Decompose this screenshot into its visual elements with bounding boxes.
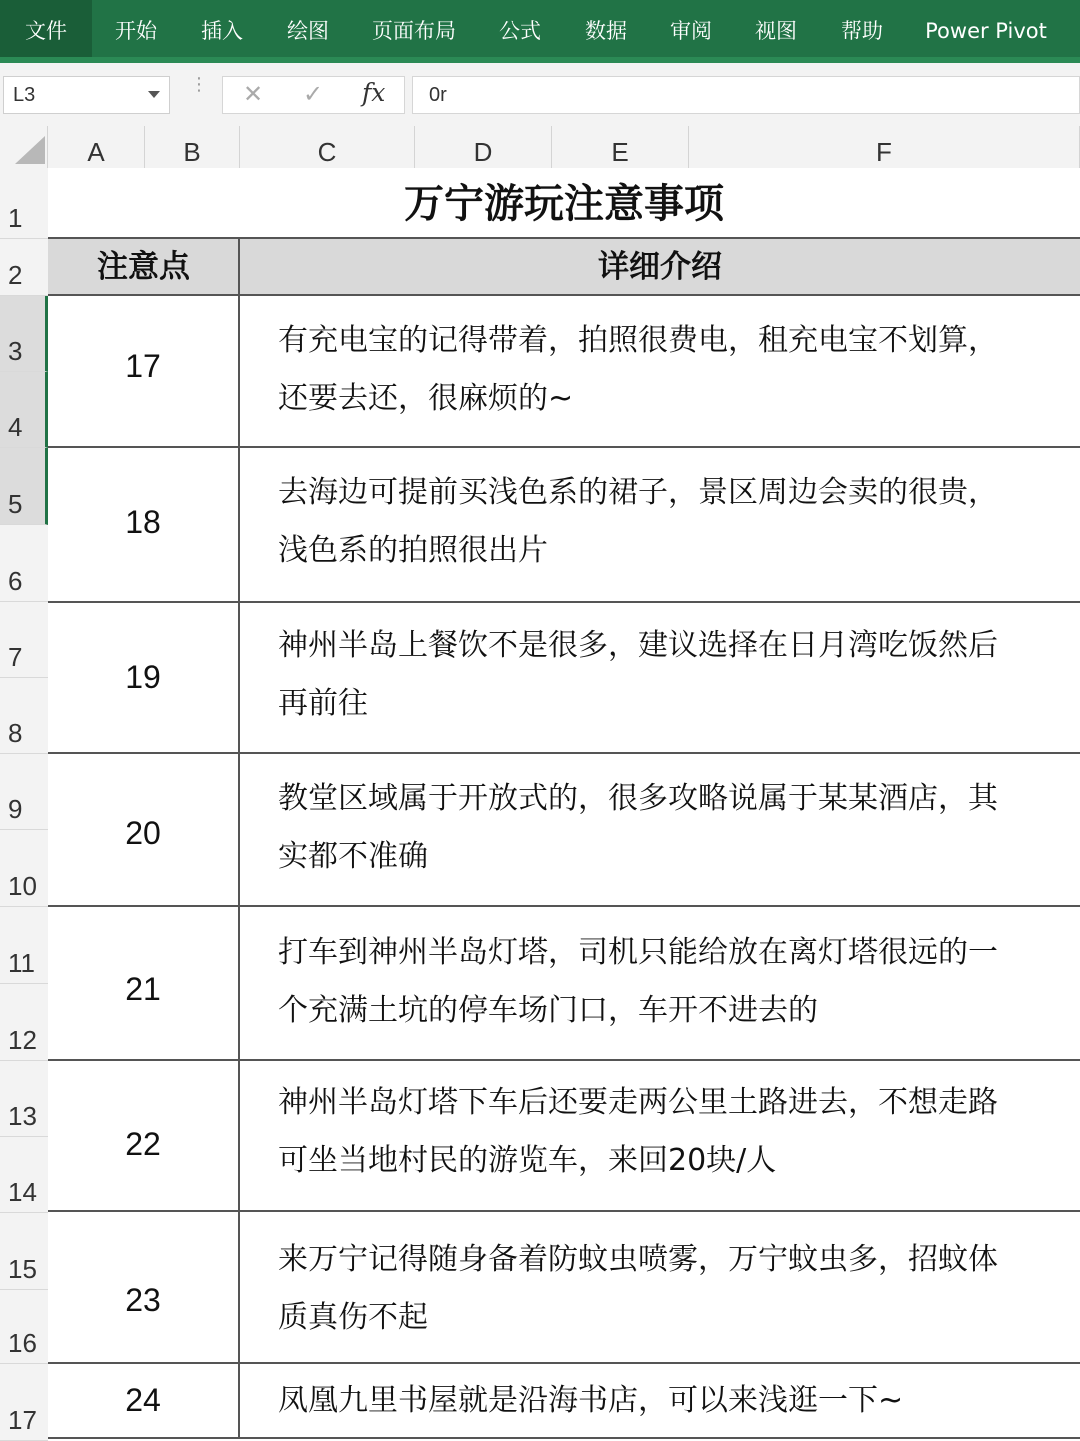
entry-detail-line: 打车到神州半岛灯塔，司机只能给放在离灯塔很远的一 (278, 935, 998, 970)
entry-number[interactable]: 20 (125, 815, 161, 851)
select-all-icon (15, 136, 45, 164)
row-header[interactable]: 9 (0, 754, 48, 830)
entry-detail[interactable] (278, 464, 1058, 580)
entry-detail-line: 去海边可提前买浅色系的裙子，景区周边会卖的很贵， (278, 475, 998, 510)
row-header[interactable]: 14 (0, 1137, 48, 1213)
table-border (48, 601, 1080, 603)
entry-detail-line: 再前往 (278, 686, 368, 721)
entry-detail-line: 浅色系的拍照很出片 (278, 533, 548, 568)
tab-review[interactable]: 审阅 (670, 19, 712, 43)
entry-detail[interactable] (278, 770, 1058, 886)
entry-number[interactable]: 18 (125, 504, 161, 540)
tab-home[interactable]: 开始 (115, 19, 157, 43)
close-icon[interactable]: ✕ (243, 80, 264, 108)
drag-handle-icon[interactable]: ⋮ (190, 74, 208, 95)
entry-detail[interactable] (278, 1372, 1058, 1430)
header-detail-cell[interactable]: 详细介绍 (240, 239, 1080, 295)
entry-detail-line: 来万宁记得随身备着防蚊虫喷雾，万宁蚊虫多，招蚊体 (278, 1242, 998, 1277)
row-header[interactable]: 11 (0, 907, 48, 984)
table-border (48, 1362, 1080, 1364)
entry-detail[interactable] (278, 312, 1058, 428)
entry-detail-line: 质真伤不起 (278, 1300, 428, 1335)
row-header[interactable]: 1 (0, 168, 48, 239)
entry-detail[interactable] (278, 924, 1058, 1040)
entry-number[interactable]: 24 (125, 1382, 161, 1418)
tab-data[interactable]: 数据 (585, 19, 627, 43)
row-header[interactable]: 8 (0, 678, 48, 754)
column-header-e[interactable]: E (552, 126, 689, 168)
row-header[interactable]: 12 (0, 984, 48, 1061)
entry-detail-line: 凤凰九里书屋就是沿海书店，可以来浅逛一下~ (278, 1383, 904, 1418)
tab-formulas[interactable]: 公式 (499, 19, 541, 43)
table-border (48, 1210, 1080, 1212)
entry-number[interactable]: 23 (125, 1282, 161, 1318)
tab-file[interactable]: 文件 (0, 0, 92, 57)
tab-help[interactable]: 帮助 (841, 19, 883, 43)
row-header[interactable]: 2 (0, 239, 48, 296)
table-border (48, 294, 1080, 296)
header-point-cell[interactable]: 注意点 (48, 239, 239, 295)
column-header-b[interactable]: B (145, 126, 240, 168)
column-header-a[interactable]: A (48, 126, 145, 168)
entry-detail[interactable] (278, 1231, 1058, 1347)
sheet-title[interactable]: 万宁游玩注意事项 (404, 181, 724, 227)
entry-detail-line: 个充满土坑的停车场门口，车开不进去的 (278, 993, 818, 1028)
tab-power-pivot[interactable]: Power Pivot (925, 19, 1047, 43)
row-header[interactable]: 4 (0, 372, 48, 448)
entry-number[interactable]: 21 (125, 971, 161, 1007)
entry-number[interactable]: 17 (125, 348, 161, 384)
row-header[interactable]: 10 (0, 830, 48, 907)
row-header[interactable]: 17 (0, 1364, 48, 1441)
row-header[interactable]: 7 (0, 602, 48, 678)
entry-detail-line: 教堂区域属于开放式的，很多攻略说属于某某酒店，其 (278, 781, 998, 816)
name-box[interactable] (3, 76, 170, 114)
row-header[interactable]: 13 (0, 1061, 48, 1137)
table-border (48, 1437, 1080, 1439)
entry-detail-line: 神州半岛灯塔下车后还要走两公里土路进去，不想走路 (278, 1085, 998, 1120)
chevron-down-icon[interactable] (148, 91, 160, 98)
column-header-d[interactable]: D (415, 126, 552, 168)
entry-detail[interactable] (278, 1074, 1058, 1190)
entry-number[interactable]: 19 (125, 659, 161, 695)
row-header[interactable]: 3 (0, 296, 48, 372)
table-border (48, 446, 1080, 448)
entry-number[interactable]: 22 (125, 1126, 161, 1162)
tab-insert[interactable]: 插入 (201, 19, 243, 43)
name-box-value: L3 (13, 84, 36, 106)
table-border (48, 237, 1080, 239)
entry-detail-line: 神州半岛上餐饮不是很多，建议选择在日月湾吃饭然后 (278, 628, 998, 663)
check-icon[interactable]: ✓ (303, 80, 324, 108)
column-header-c[interactable]: C (240, 126, 415, 168)
tab-view[interactable]: 视图 (755, 19, 797, 43)
table-border (48, 1059, 1080, 1061)
tab-page-layout[interactable]: 页面布局 (372, 19, 456, 43)
entry-detail[interactable] (278, 617, 1058, 733)
entry-detail-line: 可坐当地村民的游览车，来回20块/人 (278, 1143, 777, 1178)
table-border (48, 752, 1080, 754)
formula-value: 0r (429, 84, 447, 106)
row-header[interactable]: 15 (0, 1213, 48, 1290)
row-header[interactable]: 16 (0, 1290, 48, 1364)
row-header[interactable]: 6 (0, 525, 48, 602)
insert-function-icon[interactable]: fx (362, 78, 386, 107)
row-header[interactable]: 5 (0, 448, 48, 525)
entry-detail-line: 有充电宝的记得带着，拍照很费电，租充电宝不划算， (278, 323, 998, 358)
tab-draw[interactable]: 绘图 (287, 19, 329, 43)
table-border (48, 905, 1080, 907)
formula-input[interactable] (412, 76, 1080, 114)
entry-detail-line: 实都不准确 (278, 839, 428, 874)
table-border (238, 237, 240, 1439)
entry-detail-line: 还要去还，很麻烦的~ (278, 381, 574, 416)
column-header-f[interactable]: F (689, 126, 1080, 168)
